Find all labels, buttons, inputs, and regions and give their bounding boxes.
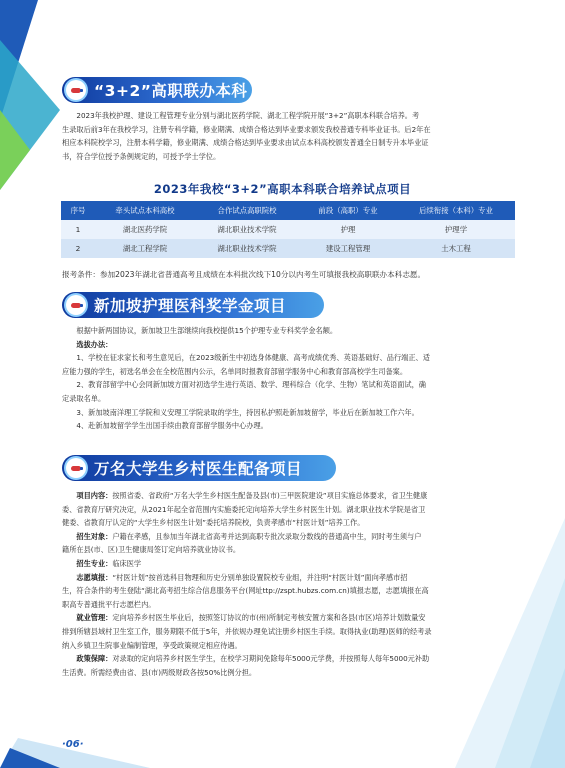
section1-line: 生录取后前3年在我校学习，注册专科学籍，修业期满、成绩合格达到毕业要求颁发我校普通专科毕业证书。后2年在	[62, 124, 431, 134]
section1-title: “3+2”高职联办本科	[94, 82, 248, 100]
policy-line: 对录取的定向培养乡村医生学生，在校学习期间免除每年5000元学费，并按照每人每年5000元补助	[112, 654, 430, 664]
table-cell: 湖北工程学院	[95, 239, 195, 258]
table-cell: 湖北职业技术学院	[195, 239, 299, 258]
pilot-project-table	[61, 201, 515, 258]
target-line: 户籍在孝感，且参加当年湖北省高考并达到高职专批次录取分数线的普通高中生，同时考生须与户	[112, 531, 422, 541]
section1-line: 2023年我校护理、建设工程管理专业分别与湖北医药学院、湖北工程学院开展“3+2”高职本科联合培养。考	[76, 111, 420, 120]
content-line: 健委、省教育厅认定的“大学生乡村医生计划”委托培养院校，负责孝感市“村医计划”培养工作。	[62, 518, 365, 528]
apply-line: 生，符合条件的考生登陆“湖北高考招生综合信息服务平台(网址ttp://zspt.hubzs.com.cn)填报志愿，志愿填报在高	[62, 586, 429, 596]
table-header: 序号	[61, 201, 95, 220]
school-emblem-icon	[66, 80, 86, 100]
table-cell: 护理学	[397, 220, 515, 239]
section1-line: 书，符合学位授予条例规定的，可授予学士学位。	[62, 151, 221, 161]
section2-item-line: 2、教育部留学中心会同新加坡方面对初选学生进行英语、数学、理科综合（化学、生物）笔试和英语面试，确	[76, 380, 426, 390]
section2-item-line: 3、新加坡南洋理工学院和义安理工学院录取的学生，持因私护照赴新加坡留学，毕业后在新加坡工作六年。	[76, 407, 419, 417]
table-header: 前段（高职）专业	[299, 201, 397, 220]
content-label: 项目内容：	[76, 491, 113, 500]
apply-line: “村医计划”按首选科目物理和历史分别单独设置院校专业组，并注明“村医计划”面向孝感市招	[112, 572, 408, 582]
selection-method-label: 选拔办法：	[76, 339, 113, 349]
section2-banner	[62, 292, 324, 318]
table-cell: 1	[61, 220, 95, 239]
page-number: ·06·	[62, 739, 84, 750]
section1-note	[62, 268, 532, 282]
table-cell: 湖北医药学院	[95, 220, 195, 239]
top-left-decoration	[0, 0, 60, 190]
table-cell: 土木工程	[397, 239, 515, 258]
section3-body	[62, 489, 516, 679]
target-line: 籍所在县(市、区)卫生健康局签订定向培养就业协议书。	[62, 545, 241, 555]
section2-item-line: 应能力强的学生，初选名单会在全校范围内公示，名单同时报教育部留学服务中心和教育部高校学生司备案。	[62, 366, 408, 376]
policy-line: 生活费。所需经费由省、县(市)两级财政各按50%比例分担。	[62, 667, 257, 677]
section1-banner	[62, 77, 252, 103]
apply-condition-note: 报考条件：参加2023年湖北省普通高考且成绩在本科批次线下10分以内考生可填报我校高职联办本科志愿。	[62, 270, 426, 279]
target-label: 招生对象：	[76, 531, 113, 541]
section2-intro: 根据中新两国协议，新加坡卫生部继续向我校提供15个护理专业专科奖学金名额。	[76, 326, 338, 335]
employ-line: 排到所辖县域村卫生室工作，服务期限不低于5年，并依规办理免试注册乡村医生手续。取得执业(助理)医师的经考录	[62, 626, 432, 636]
major-label: 招生专业：	[76, 558, 113, 568]
table-header: 合作试点高职院校	[195, 201, 299, 220]
table-cell: 建设工程管理	[299, 239, 397, 258]
table-row	[61, 239, 515, 258]
major-value: 临床医学	[112, 558, 142, 568]
table-title: 2023年我校“3+2”高职本科联合培养试点项目	[153, 182, 412, 196]
policy-label: 政策保障：	[76, 654, 113, 664]
section2-item-line: 4、赴新加坡留学学生出国手续由教育部留学服务中心办理。	[76, 421, 268, 431]
employ-line: 定向培养乡村医生毕业后，按照签订协议的市(州)所制定考核安置方案和各县(市区)培养计划数量安	[112, 613, 426, 623]
section2-item-line: 1、学校在征求家长和考生意见后，在2023级新生中初选身体健康、高考成绩优秀、英语基础好、品行端正、适	[76, 353, 430, 363]
employ-label: 就业管理：	[76, 613, 113, 623]
section3-title: 万名大学生乡村医生配备项目	[94, 460, 303, 478]
table-cell: 2	[61, 239, 95, 258]
content-line: 按照省委、省政府“万名大学生乡村医生配备及县(市)三甲医院建设”项目实施总体要求，省卫生健康	[112, 491, 428, 500]
table-header: 后续衔接（本科）专业	[397, 201, 515, 220]
section1-line: 相应本科院校学习，注册本科学籍，修业期满、成绩合格达到毕业要求由试点本科高校颁发普通全日制专升本毕业证	[62, 138, 429, 148]
table-row	[61, 220, 515, 239]
school-emblem-icon	[66, 295, 86, 315]
table-cell: 护理	[299, 220, 397, 239]
apply-line: 职高专普通批平行志愿栏内。	[62, 599, 156, 609]
content-line: 委、省教育厅研究决定，从2021年起全省范围内实施委托定向培养大学生乡村医生计划。湖北职业技术学院是省卫	[62, 504, 426, 514]
employ-line: 纳入乡镇卫生院事业编制管理，享受政策规定相应待遇。	[62, 640, 242, 650]
apply-label: 志愿填报：	[76, 572, 113, 582]
section3-banner	[62, 455, 336, 481]
section2-title: 新加坡护理医科奖学金项目	[94, 297, 287, 315]
section1-intro	[62, 109, 516, 163]
table-header: 牵头试点本科高校	[95, 201, 195, 220]
section2-item-line: 定录取名单。	[62, 393, 106, 403]
school-emblem-icon	[66, 458, 86, 478]
table-header-row	[61, 201, 515, 220]
section2-body	[62, 324, 516, 433]
table-cell: 湖北职业技术学院	[195, 220, 299, 239]
